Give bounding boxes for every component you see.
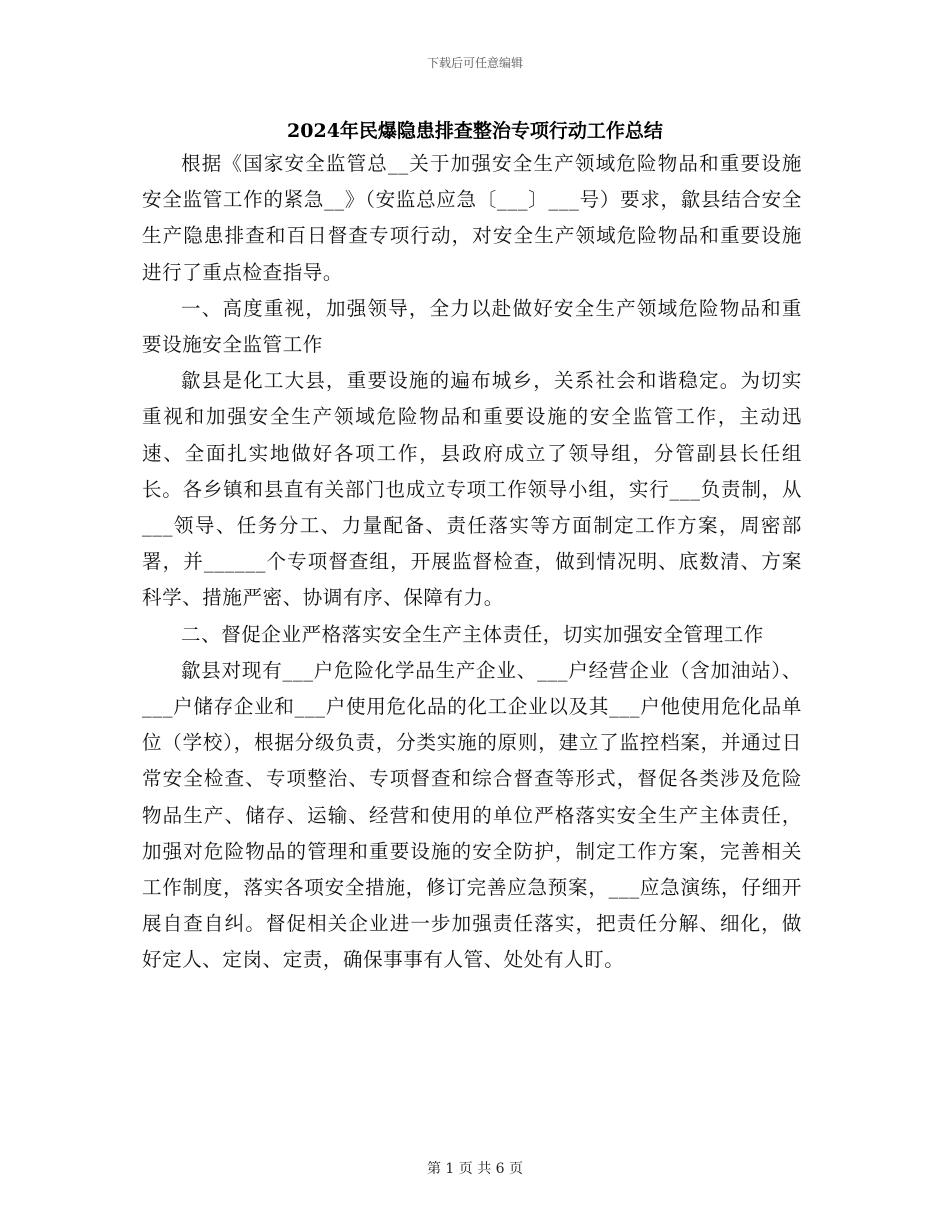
paragraph-section-1: 歙县是化工大县，重要设施的遍布城乡，关系社会和谐稳定。为切实重视和加强安全生产领域危险物品和重要设施的安全监管工作，主动迅速、全面扎实地做好各项工作，县政府成立了领导组，分管副县长任组长。各乡镇和县直有关部门也成立专项工作领导小组，实行___负责制，从___领导、任务分工、力量配备、责任落实等方面制定工作方案，周密部署，并______个专项督查组，开展监督检查，做到情况明、底数清、方案科学、措施严密、协调有序、保障有力。 [142,369,802,610]
paragraph-section-2: 歙县对现有___户危险化学品生产企业、___户经营企业（含加油站）、___户储存企业和___户使用危化品的化工企业以及其___户他使用危化品单位（学校），根据分级负责，分类实施的原则，建立了监控档案，并通过日常安全检查、专项整治、专项督查和综合督查等形式，督促各类涉及危险物品生产、储存、运输、经营和使用的单位严格落实安全生产主体责任，加强对危险物品的管理和重要设施的安全防护，制定工作方案，完善相关工作制度，落实各项安全措施，修订完善应急预案，___应急演练，仔细开展自查自纠。督促相关企业进一步加强责任落实，把责任分解、细化，做好定人、定岗、定责，确保事事有人管、处处有人盯。 [142,658,802,972]
section-heading-1: 一、高度重视，加强领导，全力以赴做好安全生产领域危险物品和重要设施安全监管工作 [142,296,802,357]
header-note: 下载后可任意编辑 [426,56,523,70]
section-heading-2: 二、督促企业严格落实安全生产主体责任，切实加强安全管理工作 [181,622,764,646]
page-number-footer: 第 1 页 共 6 页 [426,1161,524,1177]
paragraph-intro: 根据《国家安全监管总__关于加强安全生产领域危险物品和重要设施安全监管工作的紧急__》（安监总应急〔___〕___号）要求，歙县结合安全生产隐患排查和百日督查专项行动，对安全生产领域危险物品和重要设施进行了重点检查指导。 [142,152,802,284]
document-body [142,146,802,979]
document-title: 2024年民爆隐患排查整治专项行动工作总结 [287,120,663,142]
